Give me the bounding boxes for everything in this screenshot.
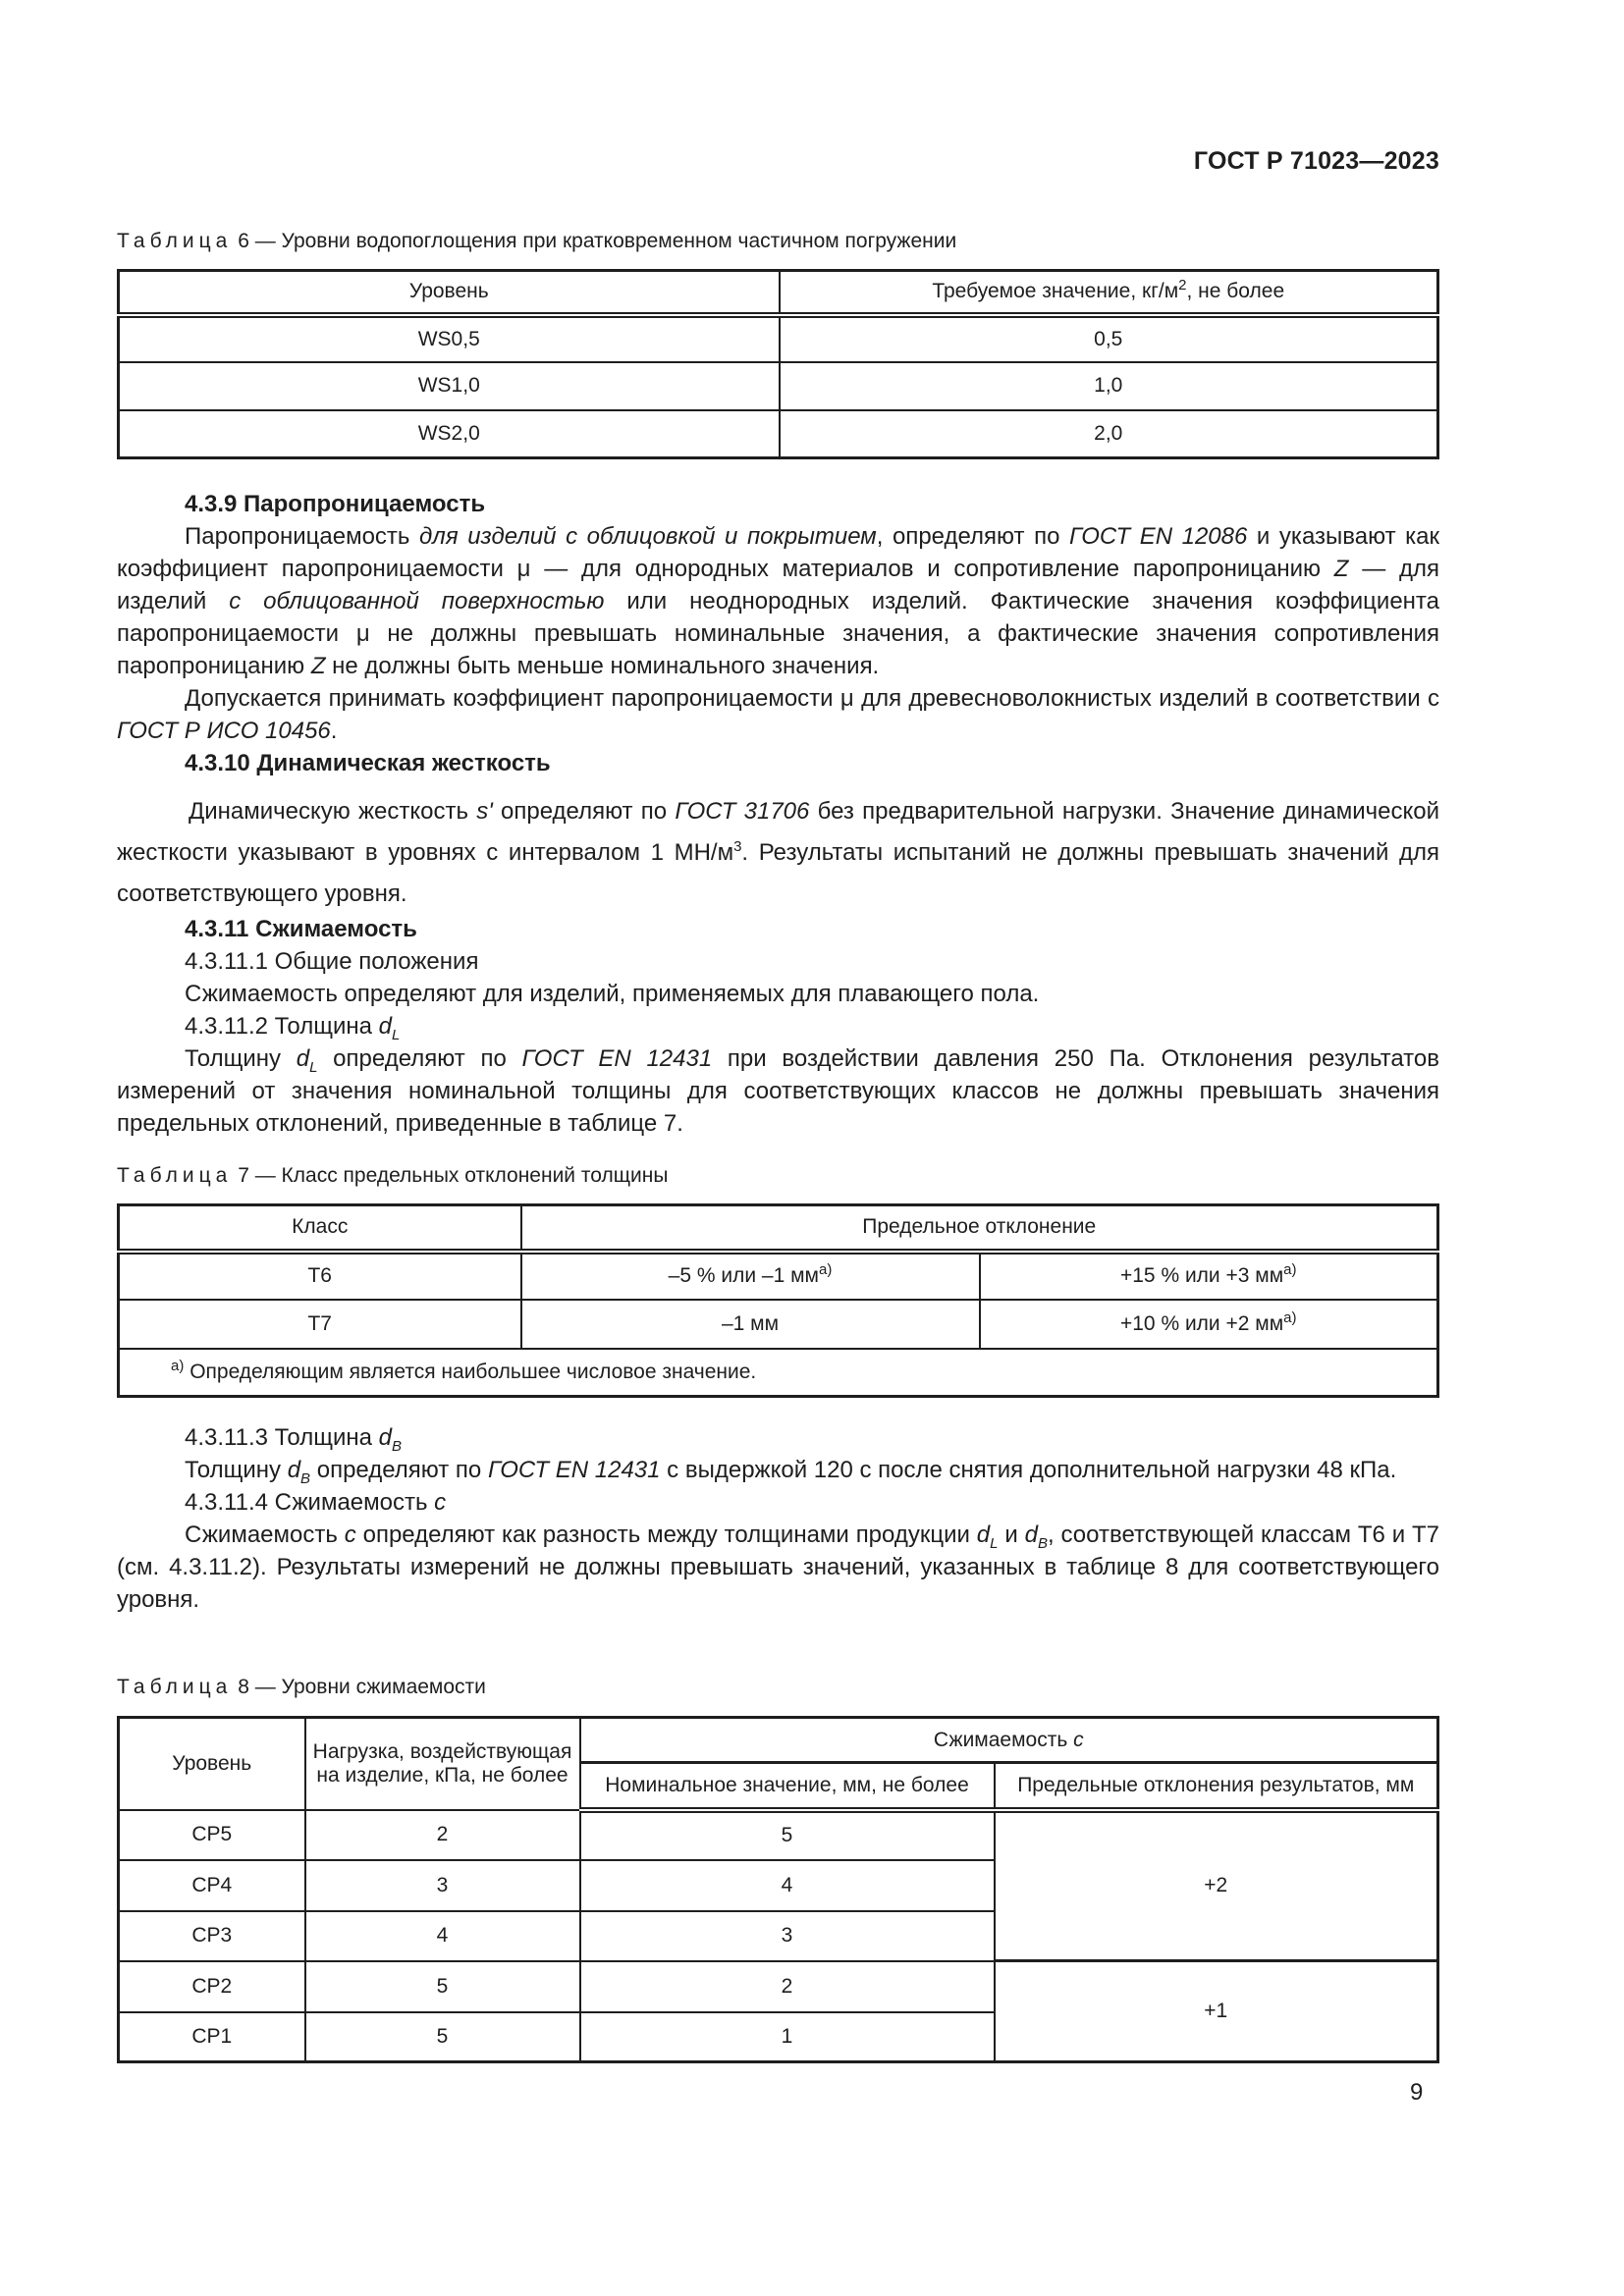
- table-row: [119, 1300, 1438, 1349]
- cell-level: WS0,5: [119, 315, 780, 362]
- subsection-heading: 4.3.11.2 Толщина $d_L$: [185, 1013, 401, 1043]
- section-4-3-10: [117, 791, 1439, 915]
- header-deviation: Предельное отклонение: [521, 1205, 1438, 1252]
- cell-load: 2: [305, 1810, 580, 1860]
- subsection-heading: 4.3.11.3 Толщина $d_B$: [185, 1424, 403, 1455]
- table-row: [119, 315, 1438, 362]
- section-4-3-9: [117, 488, 1439, 779]
- cell-plus: +10 % или +2 $мм^{а)}$: [980, 1300, 1438, 1349]
- cell-plus: +15 % или +3 $мм^{а)}$: [980, 1252, 1438, 1300]
- page-number: 9: [1410, 2079, 1424, 2106]
- paragraph: Паропроницаемость для изделий с облицовкой и покрытием, определяют по ГОСТ EN 12086 и указывают как коэффициент паропроницаемости μ — для однородных материалов и сопротивление паропроницанию Z — для изделий с облицованной поверхностью или неоднородных изделий. Фактические значения коэффициента паропроницаемости μ не должны превышать номинальные значения, а фактические значения сопротивления паропроницанию Z не должны быть меньше номинального значения.: [117, 523, 1440, 679]
- cell-nominal: 5: [580, 1810, 995, 1860]
- section-4-3-11-3: [117, 1421, 1439, 1616]
- cell-limit: +1: [995, 1961, 1438, 2062]
- paragraph: Сжимаемость определяют для изделий, применяемых для плавающего пола.: [185, 981, 1040, 1007]
- table-number: 6: [238, 230, 249, 252]
- table-footnote-row: [119, 1349, 1438, 1397]
- cell-level: CP5: [119, 1810, 305, 1860]
- table-footnote: $^{а)}$ Определяющим является наибольшее числовое значение.: [119, 1349, 1438, 1397]
- table-row: [119, 1252, 1438, 1300]
- table-row: [119, 410, 1438, 458]
- header-level: Уровень: [119, 1718, 305, 1810]
- cell-nominal: 1: [580, 2012, 995, 2062]
- cell-limit: +2: [995, 1810, 1438, 1961]
- cell-level: CP3: [119, 1911, 305, 1961]
- section-heading: 4.3.10 Динамическая жесткость: [185, 750, 551, 776]
- cell-load: 4: [305, 1911, 580, 1961]
- cell-value: 1,0: [780, 362, 1438, 410]
- cell-level: WS2,0: [119, 410, 780, 458]
- paragraph: Динамическую жесткость s' определяют по ГОСТ 31706 без предварительной нагрузки. Значение динамической жесткости указывают в уровнях с интервалом 1 $МН/м^3$. Результаты испытаний не должны превышать значений для соответствующего уровня.: [117, 798, 1439, 907]
- cell-nominal: 3: [580, 1911, 995, 1961]
- header-class: Класс: [119, 1205, 521, 1252]
- header-load: Нагрузка, воздействующая на изделие, кПа, не более: [305, 1718, 580, 1810]
- section-heading: 4.3.11 Сжимаемость: [185, 916, 417, 942]
- document-id: ГОСТ Р 71023—2023: [1193, 147, 1439, 175]
- header-required-value: Требуемое значение, $кг/м^2$, не более: [780, 271, 1438, 315]
- table-number: 8: [238, 1676, 249, 1698]
- table-caption-text: — Уровни сжимаемости: [248, 1676, 486, 1698]
- table-label: Таблица: [117, 1164, 233, 1187]
- paragraph: Толщину $d_B$ определяют по ГОСТ EN 12431 с выдержкой 120 с после снятия дополнительной нагрузки 48 кПа.: [185, 1457, 1397, 1487]
- table8: [117, 1716, 1439, 2063]
- section-4-3-11: [117, 913, 1439, 1140]
- table-label: Таблица: [117, 1676, 233, 1698]
- table6-caption: [117, 230, 956, 253]
- header-nominal: Номинальное значение, мм, не более: [580, 1763, 995, 1810]
- table7: [117, 1203, 1439, 1398]
- table-row: [119, 1810, 1438, 1860]
- cell-minus: –1 мм: [521, 1300, 980, 1349]
- subsection-heading: 4.3.11.1 Общие положения: [185, 948, 479, 975]
- section-heading: 4.3.9 Паропроницаемость: [185, 491, 486, 517]
- table7-caption: [117, 1164, 668, 1188]
- cell-load: 5: [305, 1961, 580, 2012]
- cell-level: CP1: [119, 2012, 305, 2062]
- cell-nominal: 4: [580, 1860, 995, 1911]
- header-compressibility: Сжимаемость c: [580, 1718, 1438, 1763]
- table-caption-text: — Уровни водопоглощения при кратковременном частичном погружении: [248, 230, 957, 252]
- table8-caption: [117, 1676, 486, 1699]
- table-row: [119, 1961, 1438, 2012]
- cell-value: 0,5: [780, 315, 1438, 362]
- cell-class: Т7: [119, 1300, 521, 1349]
- header-level: Уровень: [119, 271, 780, 315]
- table-row: [119, 362, 1438, 410]
- cell-load: 5: [305, 2012, 580, 2062]
- cell-level: CP2: [119, 1961, 305, 2012]
- paragraph: Допускается принимать коэффициент паропроницаемости μ для древесноволокнистых изделий в соответствии с ГОСТ Р ИСО 10456.: [117, 685, 1439, 744]
- table-number: 7: [238, 1164, 249, 1187]
- header-limit: Предельные отклонения результатов, мм: [995, 1763, 1438, 1810]
- table6: [117, 269, 1439, 459]
- cell-load: 3: [305, 1860, 580, 1911]
- table-caption-text: — Класс предельных отклонений толщины: [248, 1164, 669, 1187]
- cell-class: Т6: [119, 1252, 521, 1300]
- cell-level: WS1,0: [119, 362, 780, 410]
- paragraph: Толщину $d_L$ определяют по ГОСТ EN 12431 при воздействии давления 250 Па. Отклонения результатов измерений от значения номинальной толщины для соответствующих классов не должны превышать значения предельных отклонений, приведенные в таблице 7.: [117, 1045, 1439, 1137]
- table-label: Таблица: [117, 230, 233, 252]
- cell-nominal: 2: [580, 1961, 995, 2012]
- subsection-heading: 4.3.11.4 Сжимаемость c: [185, 1489, 447, 1516]
- paragraph: Сжимаемость c определяют как разность между толщинами продукции $d_L$ и $d_B$, соответствующей классам Т6 и Т7 (см. 4.3.11.2). Результаты измерений не должны превышать значений, указанных в таблице 8 для соответствующего уровня.: [117, 1522, 1440, 1613]
- cell-level: CP4: [119, 1860, 305, 1911]
- cell-value: 2,0: [780, 410, 1438, 458]
- cell-minus: –5 % или –1 $мм^{а)}$: [521, 1252, 980, 1300]
